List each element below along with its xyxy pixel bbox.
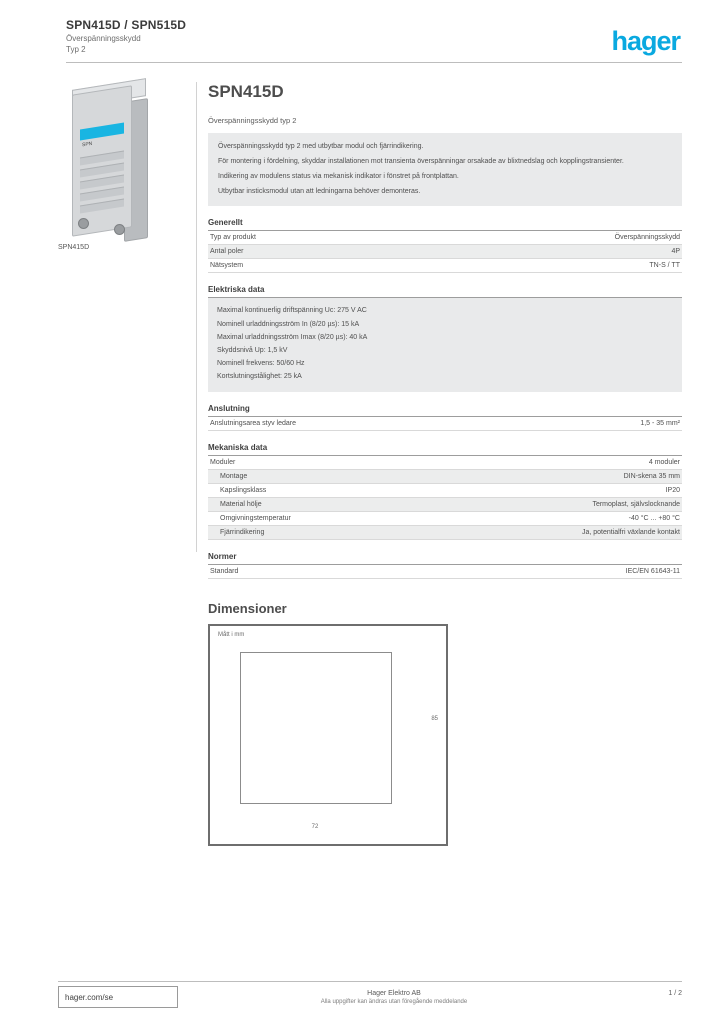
dimension-note: Mått i mm <box>218 631 245 638</box>
row-value: 1,5 - 35 mm² <box>640 419 680 427</box>
table-row <box>208 470 682 484</box>
row-value: DIN-skena 35 mm <box>623 472 680 480</box>
section-heading: Anslutning <box>208 404 682 417</box>
row-key: Omgivningstemperatur <box>220 514 291 522</box>
section-heading: Normer <box>208 552 682 565</box>
row-key: Nätsystem <box>210 262 244 270</box>
device-label: SPN <box>82 140 93 149</box>
row-key: Anslutningsarea styv ledare <box>210 419 296 427</box>
section-heading: Generellt <box>208 218 682 231</box>
row-key: Montage <box>220 472 248 480</box>
table-row <box>208 456 682 470</box>
row-key: Moduler <box>210 458 236 466</box>
section-normer <box>208 552 682 579</box>
section-anslutning <box>208 404 682 431</box>
product-image-column <box>58 82 188 251</box>
table-row <box>208 526 682 540</box>
row-key: Fjärrindikering <box>220 528 265 536</box>
spec-line: Skyddsnivå Up: 1,5 kV <box>217 346 288 354</box>
page-header <box>0 0 724 72</box>
dimension-outline <box>240 652 392 804</box>
description-line: För montering i fördelning, skyddar installationen mot transienta överspänningar orsakade av blixtnedslag och kopplingstransienter. <box>218 157 624 165</box>
section-generellt <box>208 218 682 273</box>
description-block <box>208 133 682 206</box>
document-title: SPN415D / SPN515D <box>66 18 187 32</box>
terminal-screw <box>78 218 89 229</box>
row-value: Termoplast, självslocknande <box>592 500 680 508</box>
spec-line: Maximal urladdningsström Imax (8/20 µs): 40 kA <box>217 333 368 341</box>
description-line: Överspänningsskydd typ 2 med utbytbar modul och fjärrindikering. <box>218 143 424 150</box>
document-subtitle: Överspänningsskydd <box>66 34 141 43</box>
website-link[interactable]: hager.com/se <box>58 986 178 1008</box>
footer-divider <box>58 981 682 982</box>
row-value: IP20 <box>665 486 680 494</box>
footer-center <box>294 990 494 1005</box>
row-value: Ja, potentialfri växlande kontakt <box>581 528 680 536</box>
section-elektriska-data <box>208 285 682 391</box>
spec-block <box>208 298 682 391</box>
row-value: Överspänningsskydd <box>614 234 680 242</box>
spec-line: Maximal kontinuerlig driftspänning Uc: 275 V AC <box>217 307 367 315</box>
dimension-width-label: 72 <box>311 823 319 830</box>
section-heading: Elektriska data <box>208 285 682 298</box>
table-row <box>208 512 682 526</box>
spec-line: Kortslutningstålighet: 25 kA <box>217 373 302 381</box>
page-number: 1 / 2 <box>668 990 682 997</box>
column-divider <box>196 82 197 552</box>
dimension-drawing <box>208 624 448 846</box>
table-row <box>208 498 682 512</box>
spec-line: Nominell urladdningsström In (8/20 µs): 15 kA <box>217 320 360 328</box>
table-row <box>208 565 682 579</box>
row-value: IEC/EN 61643-11 <box>625 567 680 575</box>
section-heading: Mekaniska data <box>208 443 682 456</box>
company-name: Hager Elektro AB <box>367 990 421 997</box>
row-key: Kapslingsklass <box>220 486 267 494</box>
section-mekaniska-data <box>208 443 682 540</box>
table-row <box>208 484 682 498</box>
table-row <box>208 231 682 245</box>
hager-logo: hager <box>611 26 680 56</box>
row-key: Typ av produkt <box>210 234 256 242</box>
row-value: 4 moduler <box>648 458 680 466</box>
spec-line: Nominell frekvens: 50/60 Hz <box>217 360 305 368</box>
row-key: Material hölje <box>220 500 262 508</box>
footer-disclaimer: Alla uppgifter kan ändras utan föregående meddelande <box>320 999 468 1005</box>
product-photo <box>58 82 158 232</box>
table-row <box>208 259 682 273</box>
row-value: TN-S / TT <box>649 262 680 270</box>
row-value: 4P <box>671 248 680 256</box>
dimensions-heading: Dimensioner <box>208 600 287 616</box>
table-row <box>208 417 682 431</box>
page-title: SPN415D <box>208 82 284 101</box>
row-value: -40 °C ... +80 °C <box>628 514 680 522</box>
header-divider <box>66 62 682 63</box>
description-line: Utbytbar insticksmodul utan att ledningarna behöver demonteras. <box>218 187 421 195</box>
figure-caption: SPN415D <box>58 244 90 251</box>
table-row <box>208 245 682 259</box>
document-reference: Typ 2 <box>66 45 86 54</box>
row-key: Standard <box>210 567 239 575</box>
main-content <box>208 82 682 846</box>
page-footer <box>58 986 682 1012</box>
row-key: Antal poler <box>210 248 244 256</box>
dimension-height-label: 85 <box>431 715 438 722</box>
product-lead: Överspänningsskydd typ 2 <box>208 116 297 125</box>
description-line: Indikering av modulens status via mekanisk indikator i fönstret på frontplattan. <box>218 172 459 180</box>
terminal-screw <box>114 224 125 235</box>
